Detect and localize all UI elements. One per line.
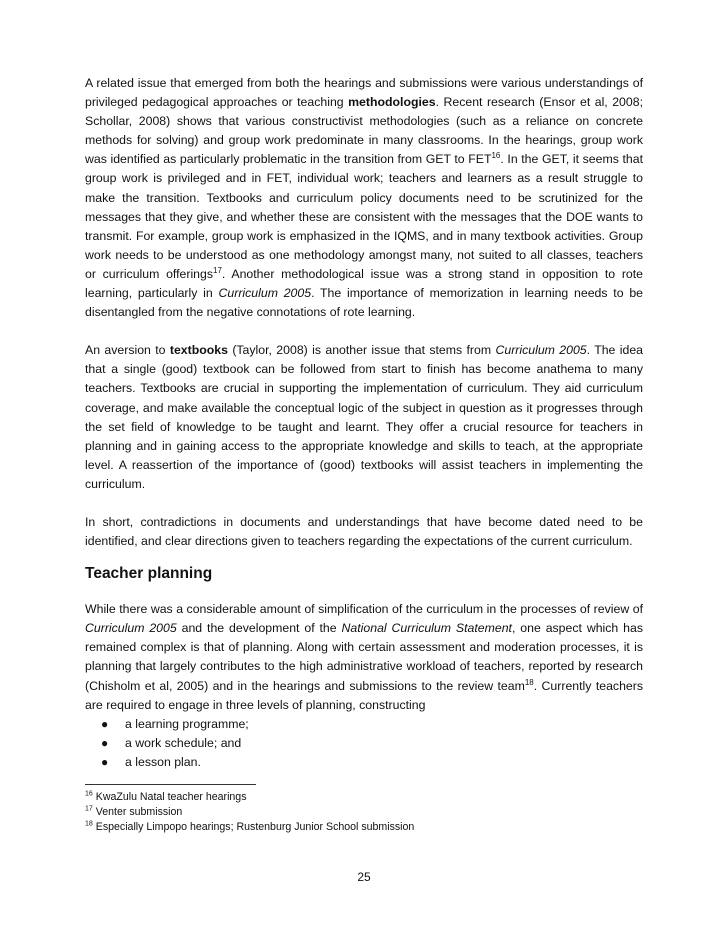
bullet-icon: ● — [101, 735, 109, 750]
footnote-16: $^{16}$ KwaZulu Natal teacher hearings — [85, 790, 247, 803]
list-item: ● a learning programme; — [101, 715, 643, 734]
paragraph-contradictions: In short, contradictions in documents and understandings that have become dated need to be identified, and clear directions given to teachers regarding the expectations of the current curriculum. — [85, 514, 643, 549]
footnotes — [85, 790, 643, 835]
planning-levels-list — [85, 715, 643, 772]
footnote-ref-17[interactable]: 17 — [213, 265, 222, 275]
paragraph-textbooks: An aversion to textbooks (Taylor, 2008) is another issue that stems from Curriculum 2005. The idea that a single (good) textbook can be followed from start to finish has become anathema to many teachers. Textbooks are crucial in supporting the implementation of curriculum. They aid curriculum coverage, and make available the conceptual logic of the subject in question as it progresses through the set field of knowledge to be taught and learnt. They offer a crucial resource for teachers in planning and in gaining access to the appropriate knowledge and skills to teach, at the appropriate level. A reassertion of the importance of (good) textbooks will assist teachers in implementing the curriculum. — [85, 343, 644, 491]
document-body — [85, 74, 643, 835]
footnote-17: $^{17}$ Venter submission — [85, 805, 183, 818]
term-methodologies: methodologies — [348, 95, 436, 110]
list-item: ● a lesson plan. — [101, 753, 643, 772]
title-curriculum-2005: Curriculum 2005 — [218, 286, 312, 301]
term-textbooks: textbooks — [169, 343, 228, 358]
page-number: 25 — [357, 870, 371, 884]
bullet-icon: ● — [101, 754, 109, 769]
footnote-divider — [85, 784, 256, 785]
title-curriculum-2005: Curriculum 2005 — [495, 343, 587, 358]
title-curriculum-2005: Curriculum 2005 — [85, 621, 177, 636]
list-item: ● a work schedule; and — [101, 734, 643, 753]
paragraph-planning: While there was a considerable amount of simplification of the curriculum in the processes of review of Curriculum 2005 and the development of the National Curriculum Statement, one aspect which has remained complex is that of planning. Along with certain assessment and moderation processes, it is planning that largely contributes to the high administrative workload of teachers, reported by research (Chisholm et al, 2005) and in the hearings and submissions to the review team$^{18}$. Currently teachers are required to engage in three levels of planning, constructing — [85, 602, 643, 712]
footnote-ref-18[interactable]: 18 — [524, 677, 534, 687]
footnote-18: $^{18}$ Especially Limpopo hearings; Rustenburg Junior School submission — [85, 820, 415, 833]
section-heading-teacher-planning: Teacher planning — [85, 565, 213, 583]
bullet-icon: ● — [101, 716, 109, 731]
paragraph-methodologies: A related issue that emerged from both the hearings and submissions were various understandings of privileged pedagogical approaches or teaching methodologies. Recent research (Ensor et al, 2008; Schollar, 2008) shows that various constructivist methodologies (such as a reliance on concrete methods for solving) and group work predominate in many classrooms. In the hearings, group work was identified as particularly problematic in the transition from GET to FET$^{16}$. In the GET, it seems that group work is privileged and in FET, individual work; teachers and learners as a result struggle to make the transition. Textbooks and curriculum policy documents need to be scrutinized for the messages that they give, and whether these are consistent with the messages that the DOE wants to transmit. For example, group work is emphasized in the IQMS, and in many textbook activities. Group work needs to be understood as one methodology amongst many, not suited to all classes, teachers or curriculum offerings$^{17}$. Another methodological issue was a strong stand in opposition to rote learning, particularly in Curriculum 2005. The importance of memorization in learning needs to be disentangled from the negative connotations of rote learning. — [85, 76, 644, 320]
title-national-curriculum-statement: National Curriculum Statement — [341, 621, 512, 636]
footnote-ref-16[interactable]: 16 — [491, 151, 501, 161]
